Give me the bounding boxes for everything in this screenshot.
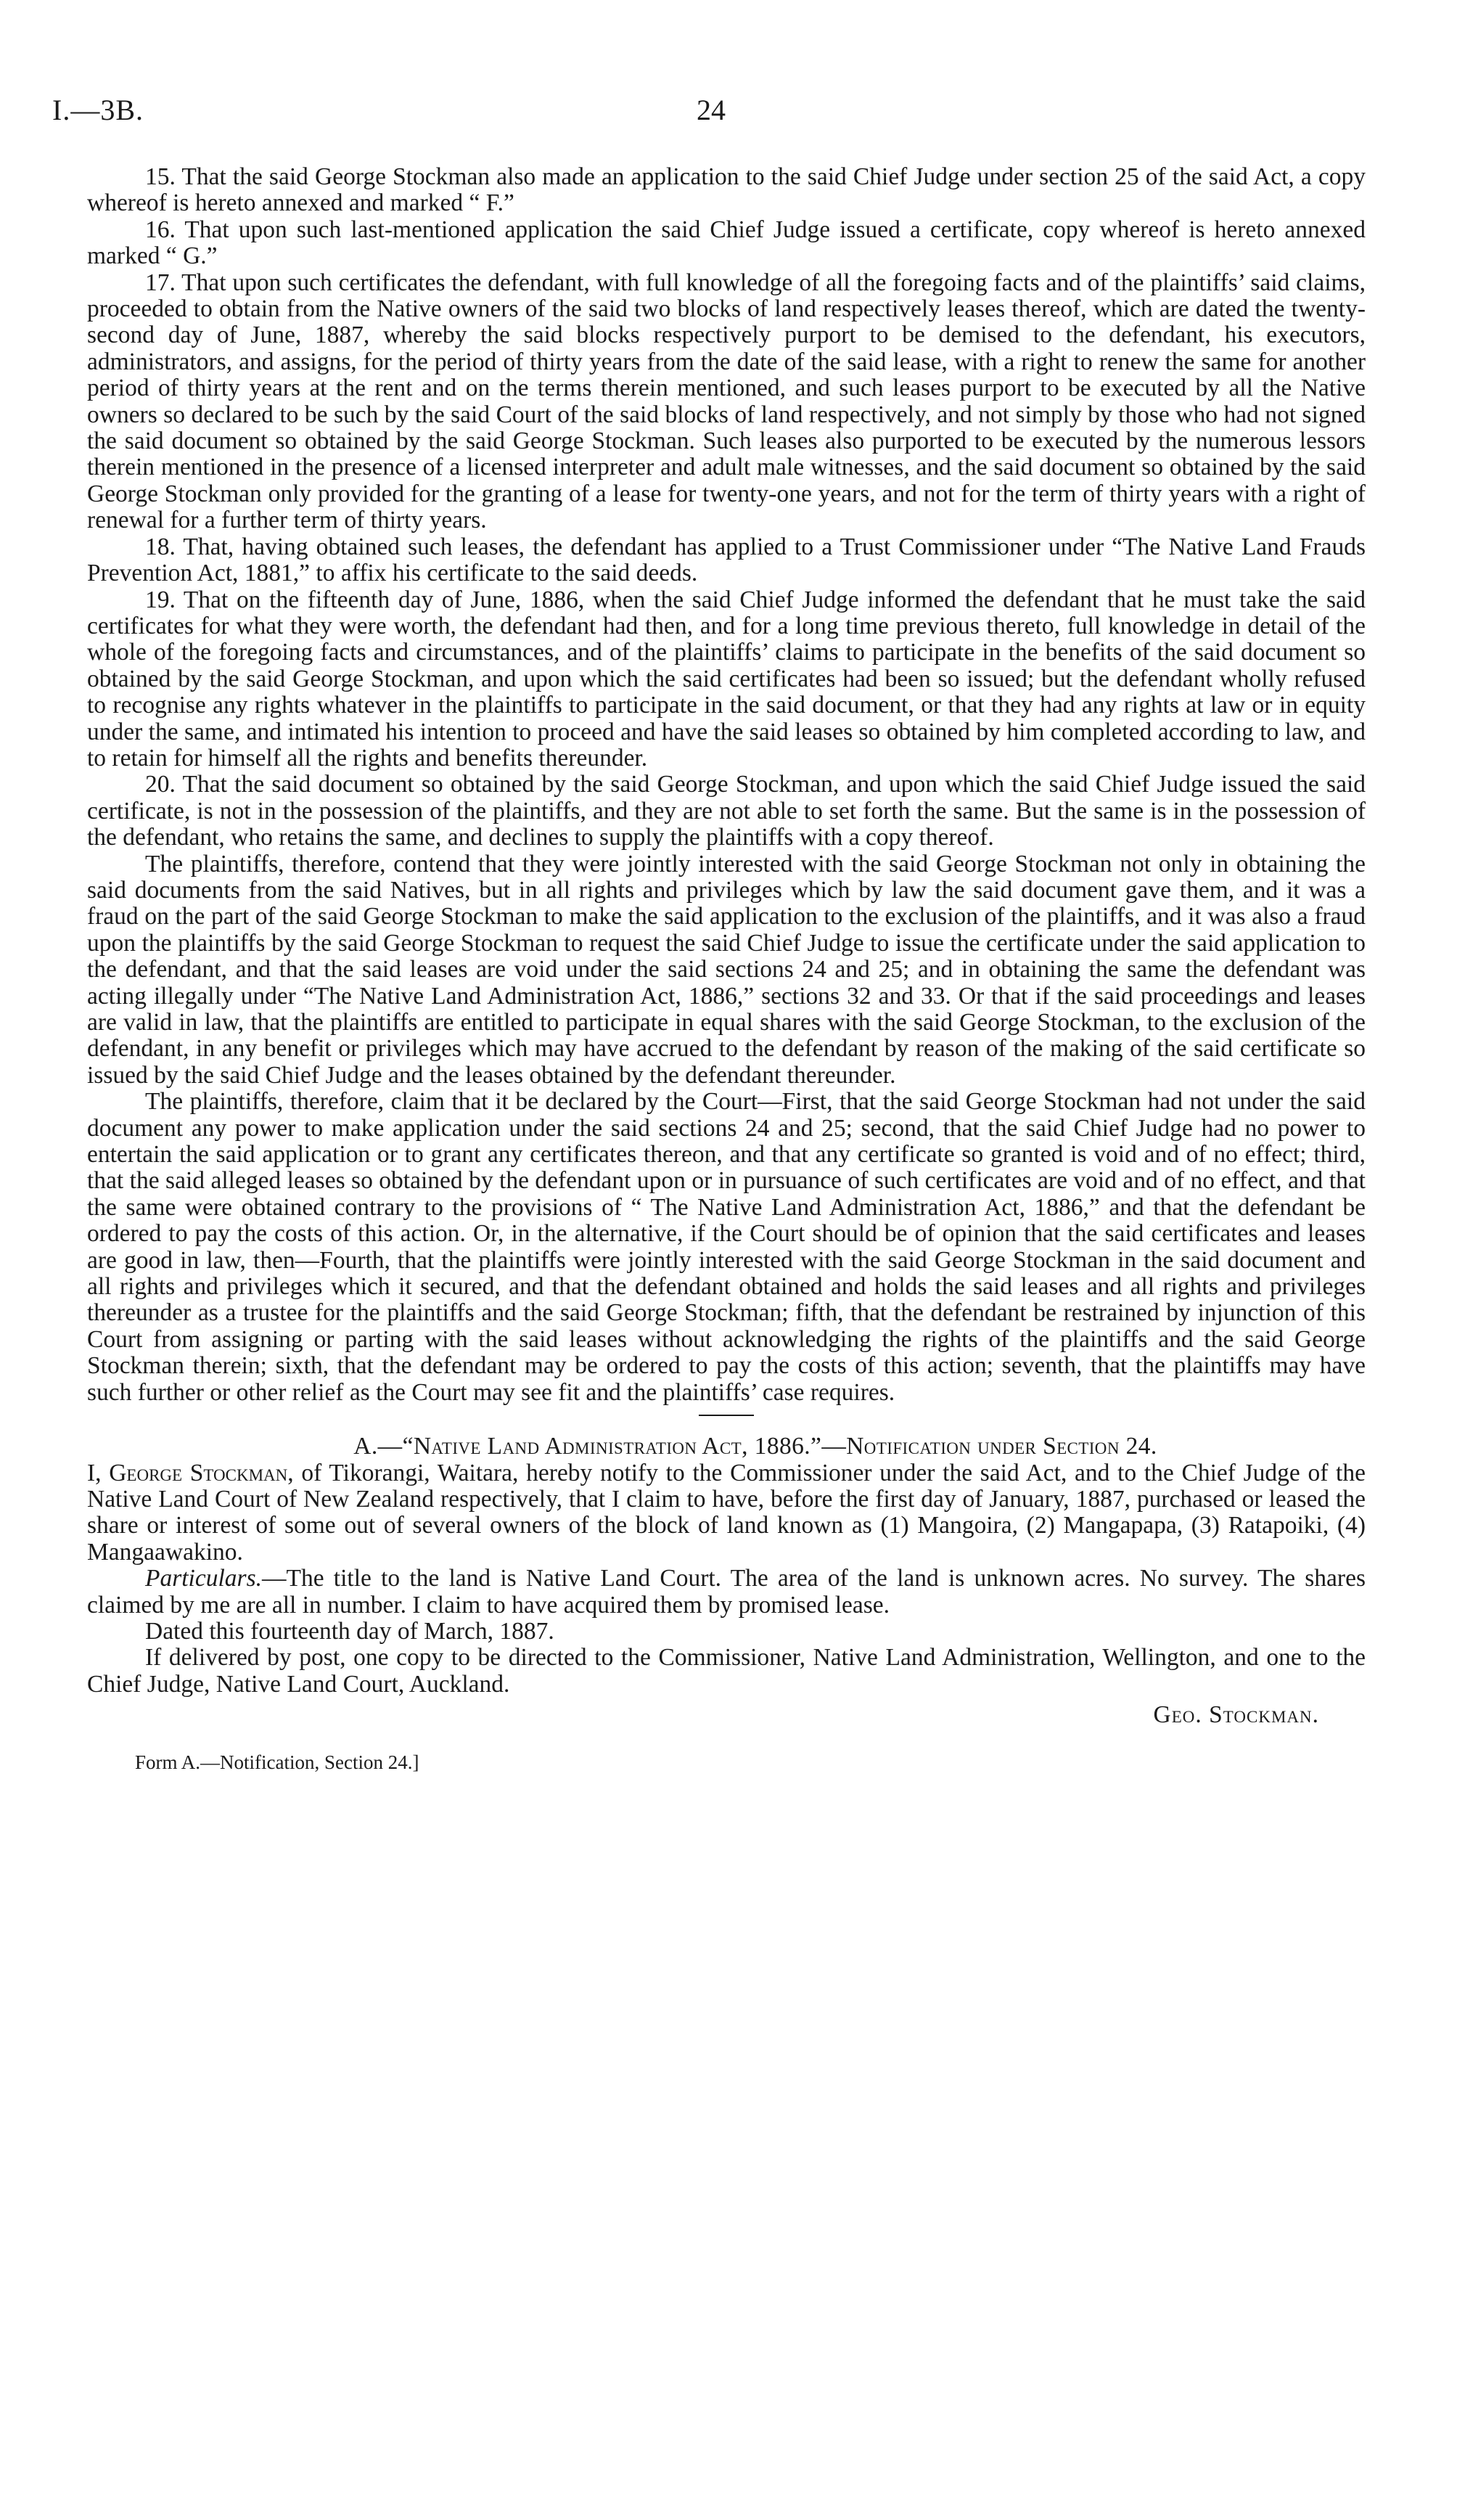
paragraph-18: 18. That, having obtained such leases, the defendant has applied to a Trust Commissioner under “The Native Land Frauds Prevention Act, 1881,” to affix his certificate to the said deeds.: [87, 533, 1366, 587]
notification-heading-prefix: A.—“: [353, 1433, 414, 1460]
document-reference: I.—3B.: [52, 94, 144, 126]
paragraph-20: 20. That the said document so obtained by the said George Stockman, and upon which the said Chief Judge issued the said certificate, is not in the possession of the plaintiffs, and they are not able to set forth the same. But the same is in the possession of the defendant, who retains the same, and declines to supply the plaintiffs with a copy thereof.: [87, 771, 1366, 851]
signature: Geo. Stockman.: [1153, 1701, 1319, 1729]
page-header: [0, 93, 1457, 136]
document-body: [87, 164, 1366, 1775]
form-note: Form A.—Notification, Section 24.]: [135, 1751, 419, 1773]
notification-intro: [87, 1460, 1366, 1566]
paragraph-15: 15. That the said George Stockman also made an application to the said Chief Judge under section 25 of the said Act, a copy whereof is hereto annexed and marked “ F.”: [87, 163, 1366, 217]
particulars-label: Particulars.: [145, 1565, 262, 1592]
paragraph-19: 19. That on the fifteenth day of June, 1886, when the said Chief Judge informed the defendant that he must take the said certificates for what they were worth, the defendant had then, and for a long time previous thereto, full knowledge in detail of the whole of the foregoing facts and circumstances, and of the plaintiffs’ claims to participate in the benefits of the said document so obtained by the said George Stockman, and upon which the said certificates had been so issued; but the defendant wholly refused to recognise any rights whatever in the plaintiffs to participate in the said document, or that they had any rights at law or in equity under the same, and intimated his intention to proceed and have the said leases so obtained by him completed according to law, and to retain for himself all the rights and benefits thereunder.: [87, 586, 1366, 772]
notification-dated: Dated this fourteenth day of March, 1887.: [145, 1617, 554, 1645]
plaintiffs-contention-paragraph: The plaintiffs, therefore, contend that they were jointly interested with the said George Stockman not only in obtaining the said documents from the said Natives, but in all rights and privileges which by law the said document gave them, and it was a fraud on the part of the said George Stockman to make the said application to the exclusion of the plaintiffs, and it was also a fraud upon the plaintiffs by the said George Stockman to request the said Chief Judge to issue the certificate under the said application to the defendant, and that the said leases are void under the said sections 24 and 25; and in obtaining the same the defendant was acting illegally under “The Native Land Administration Act, 1886,” sections 32 and 33. Or that if the said proceedings and leases are valid in law, that the plaintiffs are entitled to participate in equal shares with the said George Stockman, to the exclusion of the defendant, in any benefit or privileges which may have accrued to the defendant by reason of the making of the said certificate so issued by the said Chief Judge and the leases obtained by the defendant thereunder.: [87, 850, 1366, 1089]
notification-heading: [87, 1433, 1366, 1460]
paragraph-17: 17. That upon such certificates the defendant, with full knowledge of all the foregoing facts and of the plaintiffs’ said claims, proceeded to obtain from the Native owners of the said two blocks of land respectively leases thereof, which are dated the twenty-second day of June, 1887, whereby the said blocks respectively purport to be demised to the defendant, his executors, administrators, and assigns, for the period of thirty years from the date of the said lease, with a right to renew the same for another period of thirty years at the rent and on the terms therein mentioned, and such leases purport to be executed by all the Native owners so declared to be such by the said Court of the said blocks of land respectively, and not simply by those who had not signed the said document so obtained by the said George Stockman. Such leases also purported to be executed by the numerous lessors therein mentioned in the presence of a licensed interpreter and adult male witnesses, and the said document so obtained by the said George Stockman only provided for the granting of a lease for twenty-one years, and not for the term of thirty years with a right of renewal for a further term of thirty years.: [87, 269, 1366, 534]
paragraph-16: 16. That upon such last-mentioned application the said Chief Judge issued a certificate, copy whereof is hereto annexed marked “ G.”: [87, 216, 1366, 270]
particulars-text: —The title to the land is Native Land Court. The area of the land is unknown acres. No survey. The shares claimed by me are all in number. I claim to have acquired them by promised lease.: [87, 1565, 1366, 1619]
notification-intro-text: of Tikorangi, Waitara, hereby notify to the Commissioner under the said Act, and to the Chief Judge of the Native Land Court of New Zealand respectively, that I claim to have, before the first day of January, 1887, purchased or leased the share or interest of some out of several owners of the block of land known as (1) Mangoira, (2) Mangapapa, (3) Ratapoiki, (4) Mangaawakino.: [87, 1459, 1366, 1566]
notification-particulars: [87, 1566, 1366, 1619]
plaintiffs-claim-paragraph: The plaintiffs, therefore, claim that it be declared by the Court—First, that the said George Stockman had not under the said document any power to make application under the said sections 24 and 25; second, that the said Chief Judge had no power to entertain the said application or to grant any certificates thereon, and that any certificate so granted is void and of no effect; third, that the said alleged leases so obtained by the defendant upon or in pursuance of such certificates are void and of no effect, and that the same were obtained contrary to the provisions of “ The Native Land Administration Act, 1886,” and that the defendant be ordered to pay the costs of this action. Or, in the alternative, if the Court should be of opinion that the said certificates and leases are good in law, then—Fourth, that the plaintiffs were jointly interested with the said George Stockman in the said document and all rights and privileges which it secured, and that the defendant obtained and holds the said leases and all rights and privileges thereunder as a trustee for the plaintiffs and the said George Stockman; fifth, that the defendant be restrained by injunction of this Court from assigning or parting with the said leases without acknowledging the rights of the plaintiffs and the said George Stockman therein; sixth, that the defendant may be ordered to pay the costs of this action; seventh, that the plaintiffs may have such further or other relief as the Court may see fit and the plaintiffs’ case requires.: [87, 1088, 1366, 1406]
page-number: 24: [697, 94, 726, 126]
notification-delivery-instructions: If delivered by post, one copy to be directed to the Commissioner, Native Land Administration, Wellington, and one to the Chief Judge, Native Land Court, Auckland.: [87, 1644, 1366, 1698]
notification-intro-lead: I,: [87, 1459, 110, 1486]
notifier-name: George Stockman,: [109, 1459, 294, 1486]
section-divider: [699, 1415, 754, 1416]
notification-heading-title: Native Land Administration Act, 1886.”—Notification under Section 24.: [413, 1433, 1157, 1460]
